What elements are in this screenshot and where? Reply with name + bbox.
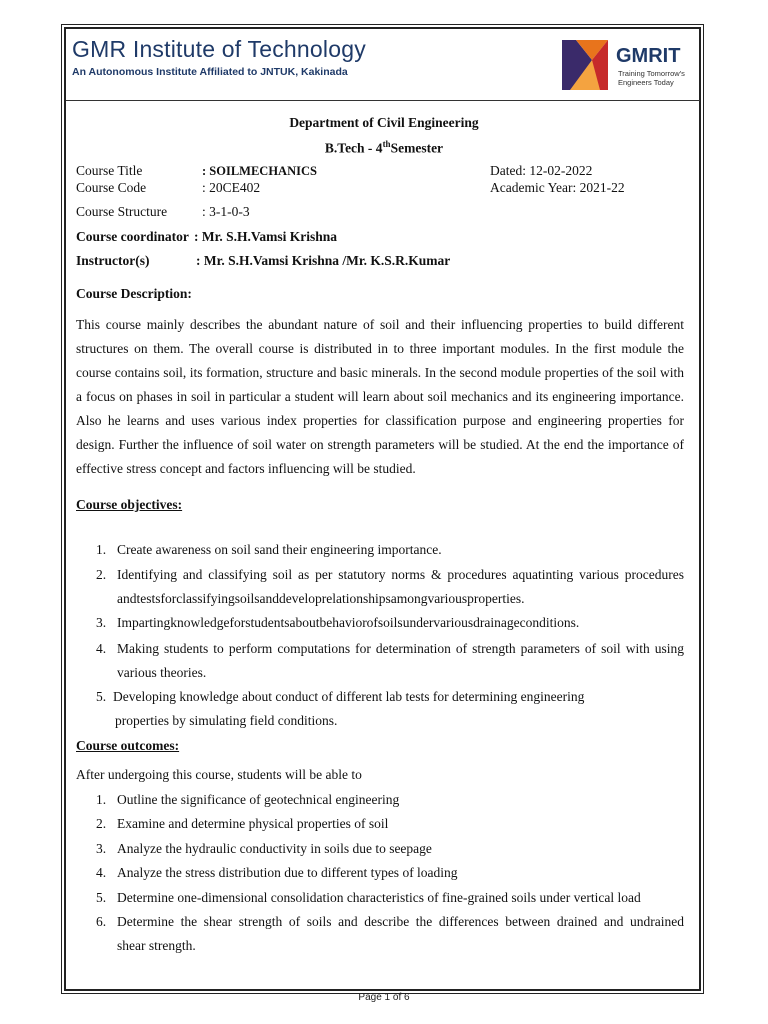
- header-divider: [66, 100, 700, 101]
- objective-number: 2.: [96, 567, 107, 582]
- logo-tagline-2: Engineers Today: [618, 78, 674, 87]
- objective-item-continued: properties by simulating field conditions.: [115, 713, 338, 728]
- dated: Dated: 12-02-2022: [490, 163, 593, 178]
- page-number: Page 1 of 6: [358, 992, 410, 1003]
- logo-tagline-1: Training Tomorrow's: [618, 69, 685, 78]
- institute-name: GMR Institute of Technology: [72, 36, 366, 62]
- objective-item: Impartingknowledgeforstudentsaboutbehaviorofsoilsundervariousdrainageconditions.: [117, 615, 580, 630]
- objective-item: Create awareness on soil sand their engineering importance.: [117, 542, 442, 557]
- outcome-item: Determine one-dimensional consolidation characteristics of fine-grained soils under vertical load: [117, 890, 641, 905]
- course-title-text: : SOILMECHANICS: [202, 164, 317, 178]
- coordinator-value: : Mr. S.H.Vamsi Krishna: [194, 229, 338, 244]
- course-structure-value: : 3-1-0-3: [202, 204, 250, 219]
- objective-item: Identifying and classifying soil as per statutory norms & procedures aquatinting various procedures: [117, 567, 684, 582]
- outcome-number: 5.: [96, 890, 107, 905]
- outcome-item: Analyze the hydraulic conductivity in soils due to seepage: [117, 841, 432, 856]
- objective-number: 5.: [96, 689, 107, 704]
- objective-number: 4.: [96, 641, 107, 656]
- outcome-item: Outline the significance of geotechnical engineering: [117, 792, 400, 807]
- instructor-label: Instructor(s): [76, 253, 150, 268]
- outcome-number: 6.: [96, 914, 107, 929]
- objective-item-continued: various theories.: [117, 665, 207, 680]
- coordinator-label: Course coordinator: [76, 229, 189, 244]
- objective-item: Making students to perform computations for determination of strength parameters of soil with using: [117, 641, 684, 656]
- objective-number: 1.: [96, 542, 107, 557]
- program-suffix: Semester: [390, 140, 444, 156]
- objective-number: 3.: [96, 615, 107, 630]
- outcome-number: 4.: [96, 865, 107, 880]
- outcome-item: Determine the shear strength of soils and describe the differences between drained and undrained: [117, 914, 684, 929]
- description-heading: Course Description:: [76, 286, 192, 301]
- logo-text: GMRIT: [616, 45, 681, 67]
- outcome-number: 3.: [96, 841, 107, 856]
- description-text: This course mainly describes the abundant nature of soil and their influencing properties to build different structures on them. The overall course is distributed in to three important modules. In the first module the course contains soil, its formation, structure and basic minerals. In the second module properties of the soil with a focus on phases in soil in particular a student will learn about soil mechanics and its engineering importance. Also he learns and uses various index properties for classification purpose and engineering properties for design. Further the influence of soil water on strength parameters will be studied. At the end the importance of effective stress concept and factors influencing will be studied.: [76, 317, 684, 476]
- instructor-value: : Mr. S.H.Vamsi Krishna /Mr. K.S.R.Kumar: [196, 253, 451, 268]
- program-prefix: B.Tech - 4: [324, 140, 383, 156]
- outcome-item-continued: shear strength.: [117, 938, 196, 953]
- course-title-label: Course Title: [76, 163, 143, 178]
- outcome-item: Analyze the stress distribution due to different types of loading: [117, 865, 458, 880]
- course-structure-label: Course Structure: [76, 204, 168, 219]
- objectives-heading: Course objectives:: [76, 497, 183, 512]
- outcomes-heading: Course outcomes:: [76, 738, 180, 753]
- institute-subtitle: An Autonomous Institute Affiliated to JNTUK, Kakinada: [72, 66, 348, 78]
- outcome-number: 1.: [96, 792, 107, 807]
- outcomes-intro: After undergoing this course, students will be able to: [76, 767, 362, 782]
- academic-year: Academic Year: 2021-22: [490, 180, 625, 195]
- program-superscript: th: [382, 139, 391, 149]
- course-code-label: Course Code: [76, 180, 147, 195]
- department-title: Department of Civil Engineering: [289, 115, 479, 130]
- objective-item-continued: andtestsforclassifyingsoilsanddeveloprelationshipsamongvariousproperties.: [117, 591, 525, 606]
- gmrit-logo: [562, 40, 700, 90]
- outcome-number: 2.: [96, 816, 107, 831]
- outcome-item: Examine and determine physical properties of soil: [117, 816, 389, 831]
- course-code-value: : 20CE402: [202, 180, 261, 195]
- objective-item: Developing knowledge about conduct of different lab tests for determining engineering: [113, 689, 585, 704]
- course-title-value: [202, 163, 317, 179]
- program-title: [0, 139, 768, 157]
